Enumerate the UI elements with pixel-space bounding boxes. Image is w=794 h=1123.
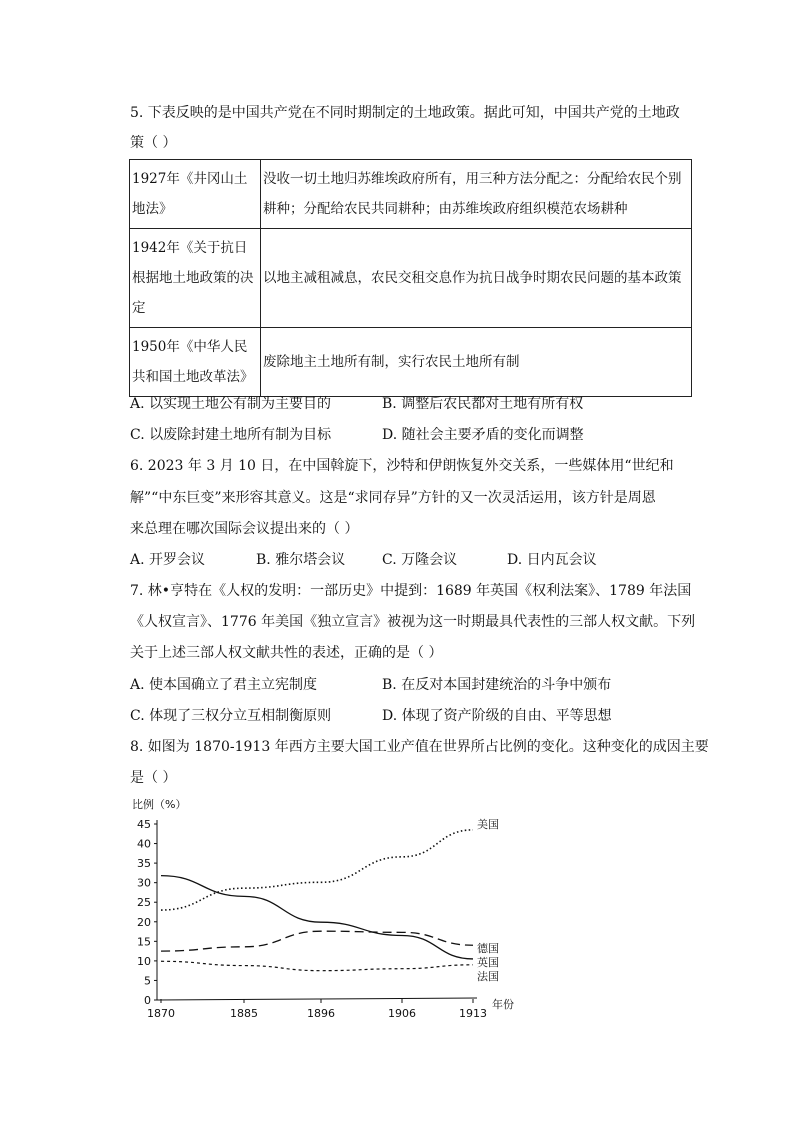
y-tick-label: 40 [137,837,151,851]
y-tick-label: 25 [137,896,151,910]
table-row [130,160,692,229]
y-tick-label: 45 [137,818,151,831]
series-label: 法国 [477,970,499,983]
x-tick-label: 1885 [230,1007,258,1020]
y-tick-label: 0 [144,994,151,1007]
q7-stem-line3: 关于上述三部人权文献共性的表述，正确的是（ ） [130,645,443,661]
x-axis [157,998,477,1000]
table-row [130,328,692,397]
q5-stem-line2: 策（ ） [130,135,177,151]
q6-option-c: C. 万隆会议 [382,552,458,568]
x-tick-label: 1870 [147,1007,175,1020]
q5-option-d: D. 随社会主要矛盾的变化而调整 [382,427,584,443]
series-line [161,830,473,910]
series-label: 美国 [477,817,499,831]
industrial-share-line-chart [120,792,540,1030]
policy-name-cell: 1927年《井冈山土地法》 [130,160,261,229]
q5-option-a: A. 以实现土地公有制为主要目的 [130,396,332,412]
series-label: 德国 [477,942,499,955]
y-axis-label: 比例（%） [132,798,187,811]
x-axis-label: 年份 [492,998,514,1011]
y-tick-label: 35 [137,857,151,871]
q6-option-a: A. 开罗会议 [130,552,206,568]
policy-content-cell: 没收一切土地归苏维埃政府所有，用三种方法分配之：分配给农民个别耕种；分配给农民共同耕种；由苏维埃政府组织模范农场耕种 [261,160,692,229]
chart-series-lines [161,830,473,971]
series-label: 英国 [477,956,499,969]
q5-option-c: C. 以废除封建土地所有制为目标 [130,427,332,443]
series-line [161,876,473,959]
q6-stem-line2: 解”“中东巨变”来形容其意义。这是“求同存异”方针的又一次灵活运用，该方针是周恩 [130,490,656,506]
land-policy-table [129,159,692,397]
q7-option-b: B. 在反对本国封建统治的斗争中颁布 [382,677,612,693]
q8-stem-line2: 是（ ） [130,770,177,786]
table-row [130,229,692,328]
x-tick-label: 1896 [307,1007,335,1020]
q7-option-c: C. 体现了三权分立互相制衡原则 [130,708,332,724]
chart-ticks [137,818,487,1020]
q5-option-b: B. 调整后农民都对土地有所有权 [382,396,584,412]
q7-stem-line2: 《人权宣言》、1776 年美国《独立宣言》被视为这一时期最具代表性的三部人权文献。下列 [130,614,696,630]
q6-option-d: D. 日内瓦会议 [507,552,597,568]
series-line [161,961,473,970]
q7-stem-line1: 7. 林•亨特在《人权的发明：一部历史》中提到：1689 年英国《权利法案》、1789 年法国 [130,583,692,599]
y-tick-label: 10 [137,954,151,968]
x-tick-label: 1913 [459,1007,487,1020]
q5-stem-line1: 5. 下表反映的是中国共产党在不同时期制定的土地政策。据此可知，中国共产党的土地政 [130,105,680,121]
x-tick-label: 1906 [388,1007,416,1020]
q7-option-d: D. 体现了资产阶级的自由、平等思想 [382,708,612,724]
q6-option-b: B. 雅尔塔会议 [256,552,346,568]
policy-content-cell: 废除地主土地所有制，实行农民土地所有制 [261,328,692,397]
chart-series-labels [477,818,499,983]
y-tick-label: 30 [137,876,151,890]
q7-option-a: A. 使本国确立了君主立宪制度 [130,677,318,693]
chart-axes [157,820,477,1000]
policy-name-cell: 1942年《关于抗日根据地土地政策的决定 [130,229,261,328]
y-tick-label: 20 [137,915,151,929]
y-tick-label: 15 [137,935,151,949]
q8-stem-line1: 8. 如图为 1870-1913 年西方主要大国工业产值在世界所占比例的变化。这种变化的成因主要 [130,739,709,755]
policy-name-cell: 1950年《中华人民共和国土地改革法》 [130,328,261,397]
policy-content-cell: 以地主减租减息，农民交租交息作为抗日战争时期农民问题的基本政策 [261,229,692,328]
q6-stem-line3: 来总理在哪次国际会议提出来的（ ） [130,521,359,537]
y-tick-label: 5 [144,974,151,988]
q6-stem-line1: 6. 2023 年 3 月 10 日，在中国斡旋下，沙特和伊朗恢复外交关系，一些媒体用“世纪和 [130,458,674,474]
